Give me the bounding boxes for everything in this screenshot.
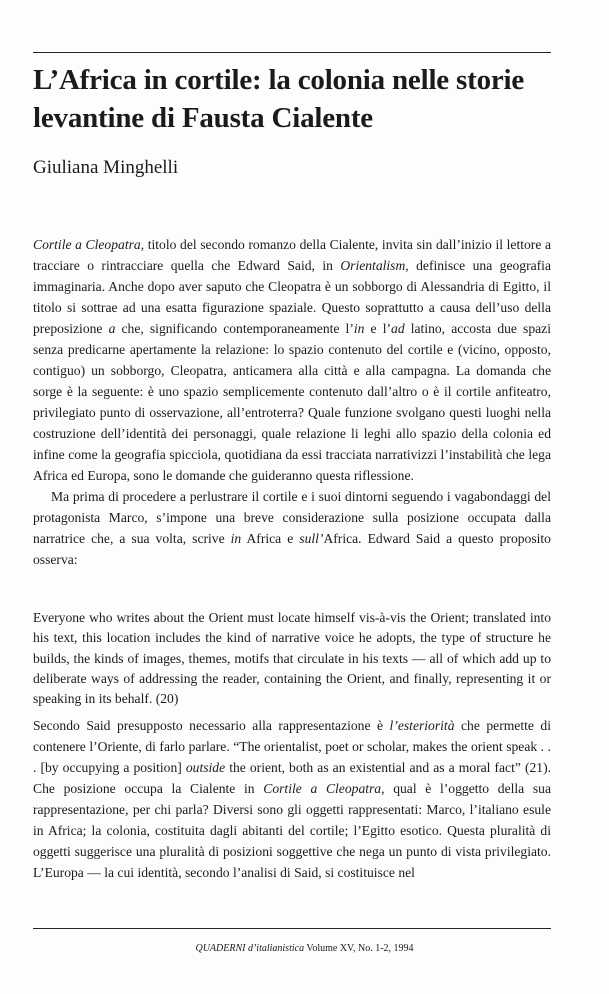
- bottom-rule: [33, 928, 551, 929]
- italic-run: sull’: [299, 531, 324, 546]
- italic-run: l’esteriorità: [389, 718, 455, 733]
- italic-run: ad: [391, 321, 405, 336]
- italic-run: Cortile a Cleopatra: [263, 781, 382, 796]
- article-body-continued: [33, 715, 551, 883]
- italic-run: Orientalism: [340, 258, 406, 273]
- quote-text: Everyone who writes about the Orient must locate himself vis-à-vis the Orient; translated into his text, this location includes the kind of narrative voice he adopts, the type of structure he builds, the kinds of images, themes, motifs that circulate in his texts — all of which add up to deliberate ways of addressing the reader, containing the Orient, and finally, representing it or speaking in its behalf. (20): [33, 610, 551, 707]
- italic-run: in: [353, 321, 365, 336]
- paragraph-2: Ma prima di procedere a perlustrare il cortile e i suoi dintorni seguendo i vagabondaggi del protagonista Marco, s’impone una breve considerazione sulla posizione occupata dalla narratrice che, a sua volta, scrive in Africa e sull’Africa. Edward Said a questo proposito osserva:: [33, 489, 551, 567]
- paragraph-3: Secondo Said presupposto necessario alla rappresentazione è l’esteriorità che permette di contenere l’Oriente, di farlo parlare. “The orientalist, poet or scholar, makes the orient speak . . . [by occupying a position] outside the orient, both as an existential and as a moral fact” (21). Che posizione occupa la Cialente in Cortile a Cleopatra, qual è l’oggetto della sua rappresentazione, per chi parla? Diversi sono gli oggetti rappresentati: Marco, l’italiano esule in Africa; la colonia, costituita dagli abitanti del cortile; l’Egitto esotico. Questa pluralità di oggetti suggerisce una pluralità di posizioni soggettive che nega un punto di vista privilegiato. L’Europa — la cui identità, secondo l’analisi di Said, si costituisce nel: [33, 718, 551, 880]
- journal-footer: [0, 943, 609, 954]
- italic-run: outside: [185, 760, 226, 775]
- article-author: Giuliana Minghelli: [33, 157, 179, 178]
- top-rule: [33, 52, 551, 53]
- italic-run: a: [108, 321, 116, 336]
- journal-name: QUADERNI d’italianistica: [195, 943, 305, 954]
- journal-volume: Volume XV, No. 1-2, 1994: [304, 943, 414, 954]
- paragraph-1: Cortile a Cleopatra, titolo del secondo romanzo della Cialente, invita sin dall’inizio il lettore a tracciare o rintracciare quella che Edward Said, in Orientalism, definisce una geografia immaginaria. Anche dopo aver saputo che Cleopatra è un sobborgo di Alessandria di Egitto, il titolo si sottrae ad una esatta figurazione spaziale. Questo soprattutto a causa dell’uso della preposizione a che, significando contemporaneamente l’in e l’ad latino, accosta due spazi senza predicarne apertamente la relazione: lo spazio contenuto del cortile e (vicino, opposto, contiguo) un sobborgo, Cleopatra, anticamera alla città e alla campagna. La domanda che sorge è la seguente: è uno spazio semplicemente contenuto dall’altro o è il cortile anfiteatro, privilegiato punto di osservazione, all’entroterra? Quale funzione svolgano questi luoghi nella costruzione dell’identità dei personaggi, quale relazione li leghi allo spazio della colonia ed infine come la geografia spicciola, quotidiana da essi tracciata narrativizzi l’instabilità che lega Africa ed Europa, sono le domande che guideranno questa riflessione.: [33, 237, 551, 483]
- block-quote: [33, 608, 551, 709]
- article-body: [33, 234, 551, 570]
- italic-run: in: [230, 531, 242, 546]
- article-title: L’Africa in cortile: la colonia nelle storie levantine di Fausta Cialente: [33, 64, 525, 134]
- italic-run: Cortile a Cleopatra: [33, 237, 141, 252]
